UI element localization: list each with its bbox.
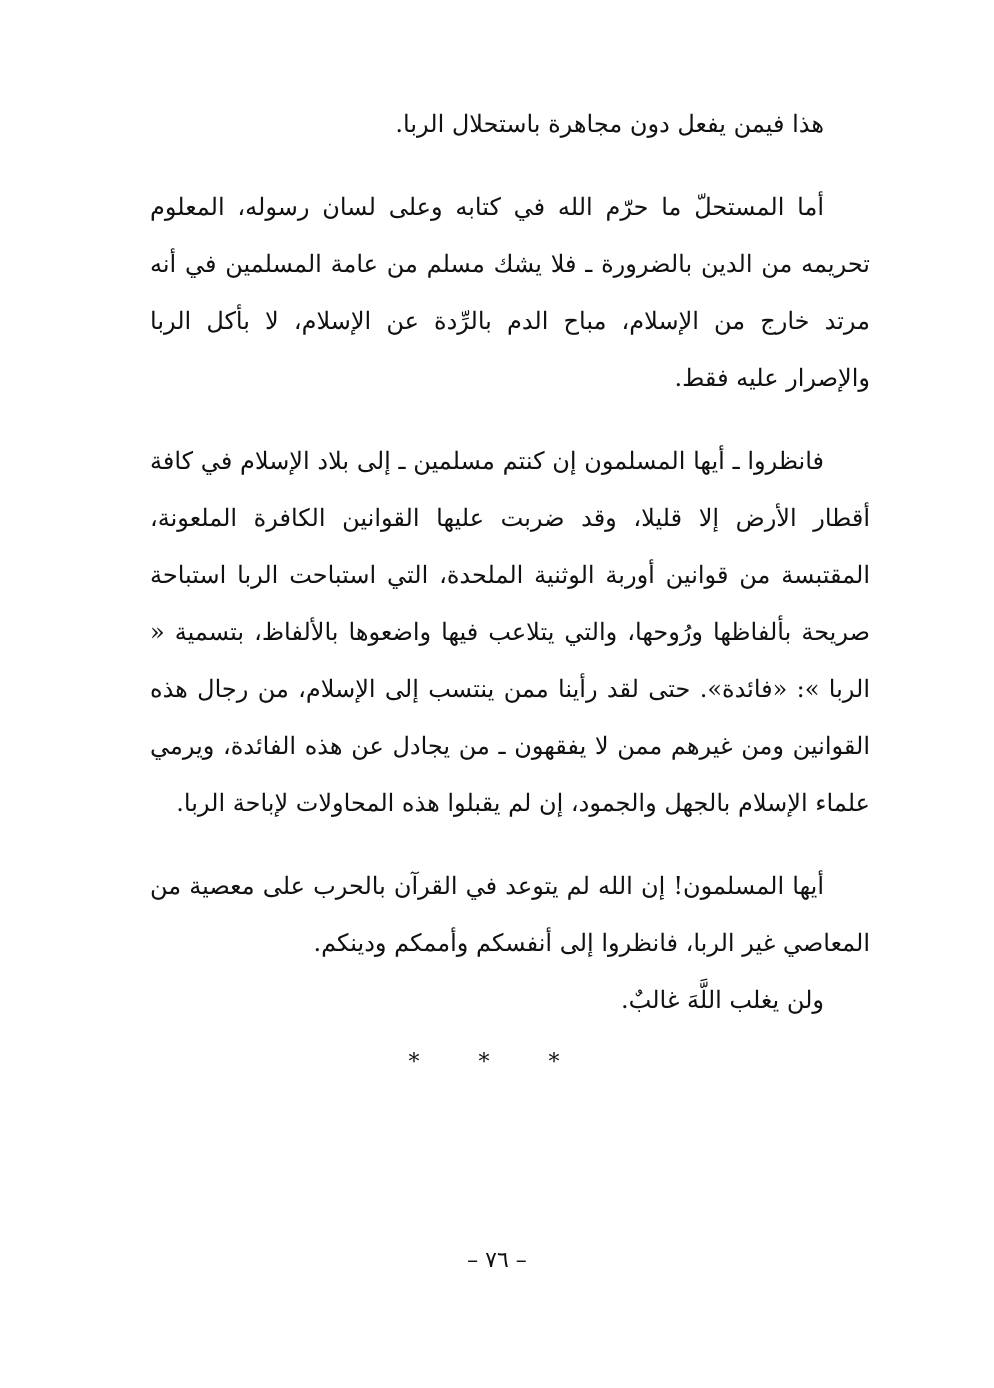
section-separator: * * * — [408, 1050, 586, 1075]
paragraph-4: أيها المسلمون! إن الله لم يتوعد في القرآن بالحرب على معصية من المعاصي غير الربا، فانظروا إلى أنفسكم وأممكم ودينكم. — [150, 872, 870, 957]
paragraph-1: هذا فيمن يفعل دون مجاهرة باستحلال الربا. — [395, 110, 824, 138]
page-number: – ٧٦ – — [467, 1248, 527, 1273]
document-body — [150, 96, 870, 1029]
paragraph-3: فانظروا ـ أيها المسلمون إن كنتم مسلمين ـ إلى بلاد الإسلام في كافة أقطار الأرض إلا قليلا، وقد ضربت عليها القوانين الكافرة الملعونة، المقتبسة من قوانين أوربة الوثنية الملحدة، التي استباحت الربا استباحة صريحة بألفاظها ورُوحها، والتي يتلاعب فيها واضعوها بالألفاظ، بتسمية « الربا »: «فائدة». حتى لقد رأينا ممن ينتسب إلى الإسلام، من رجال هذه القوانين ومن غيرهم ممن لا يفقهون ـ من يجادل عن هذه الفائدة، ويرمي علماء الإسلام بالجهل والجمود، إن لم يقبلوا هذه المحاولات لإباحة الربا. — [150, 447, 870, 817]
paragraph-5: ولن يغلب اللَّهَ غالبٌ. — [621, 986, 824, 1014]
paragraph-2: أما المستحلّ ما حرّم الله في كتابه وعلى لسان رسوله، المعلوم تحريمه من الدين بالضرورة ـ فلا يشك مسلم من عامة المسلمين في أنه مرتد خارج من الإسلام، مباح الدم بالرِّدة عن الإسلام، لا بأكل الربا والإصرار عليه فقط. — [150, 193, 870, 392]
